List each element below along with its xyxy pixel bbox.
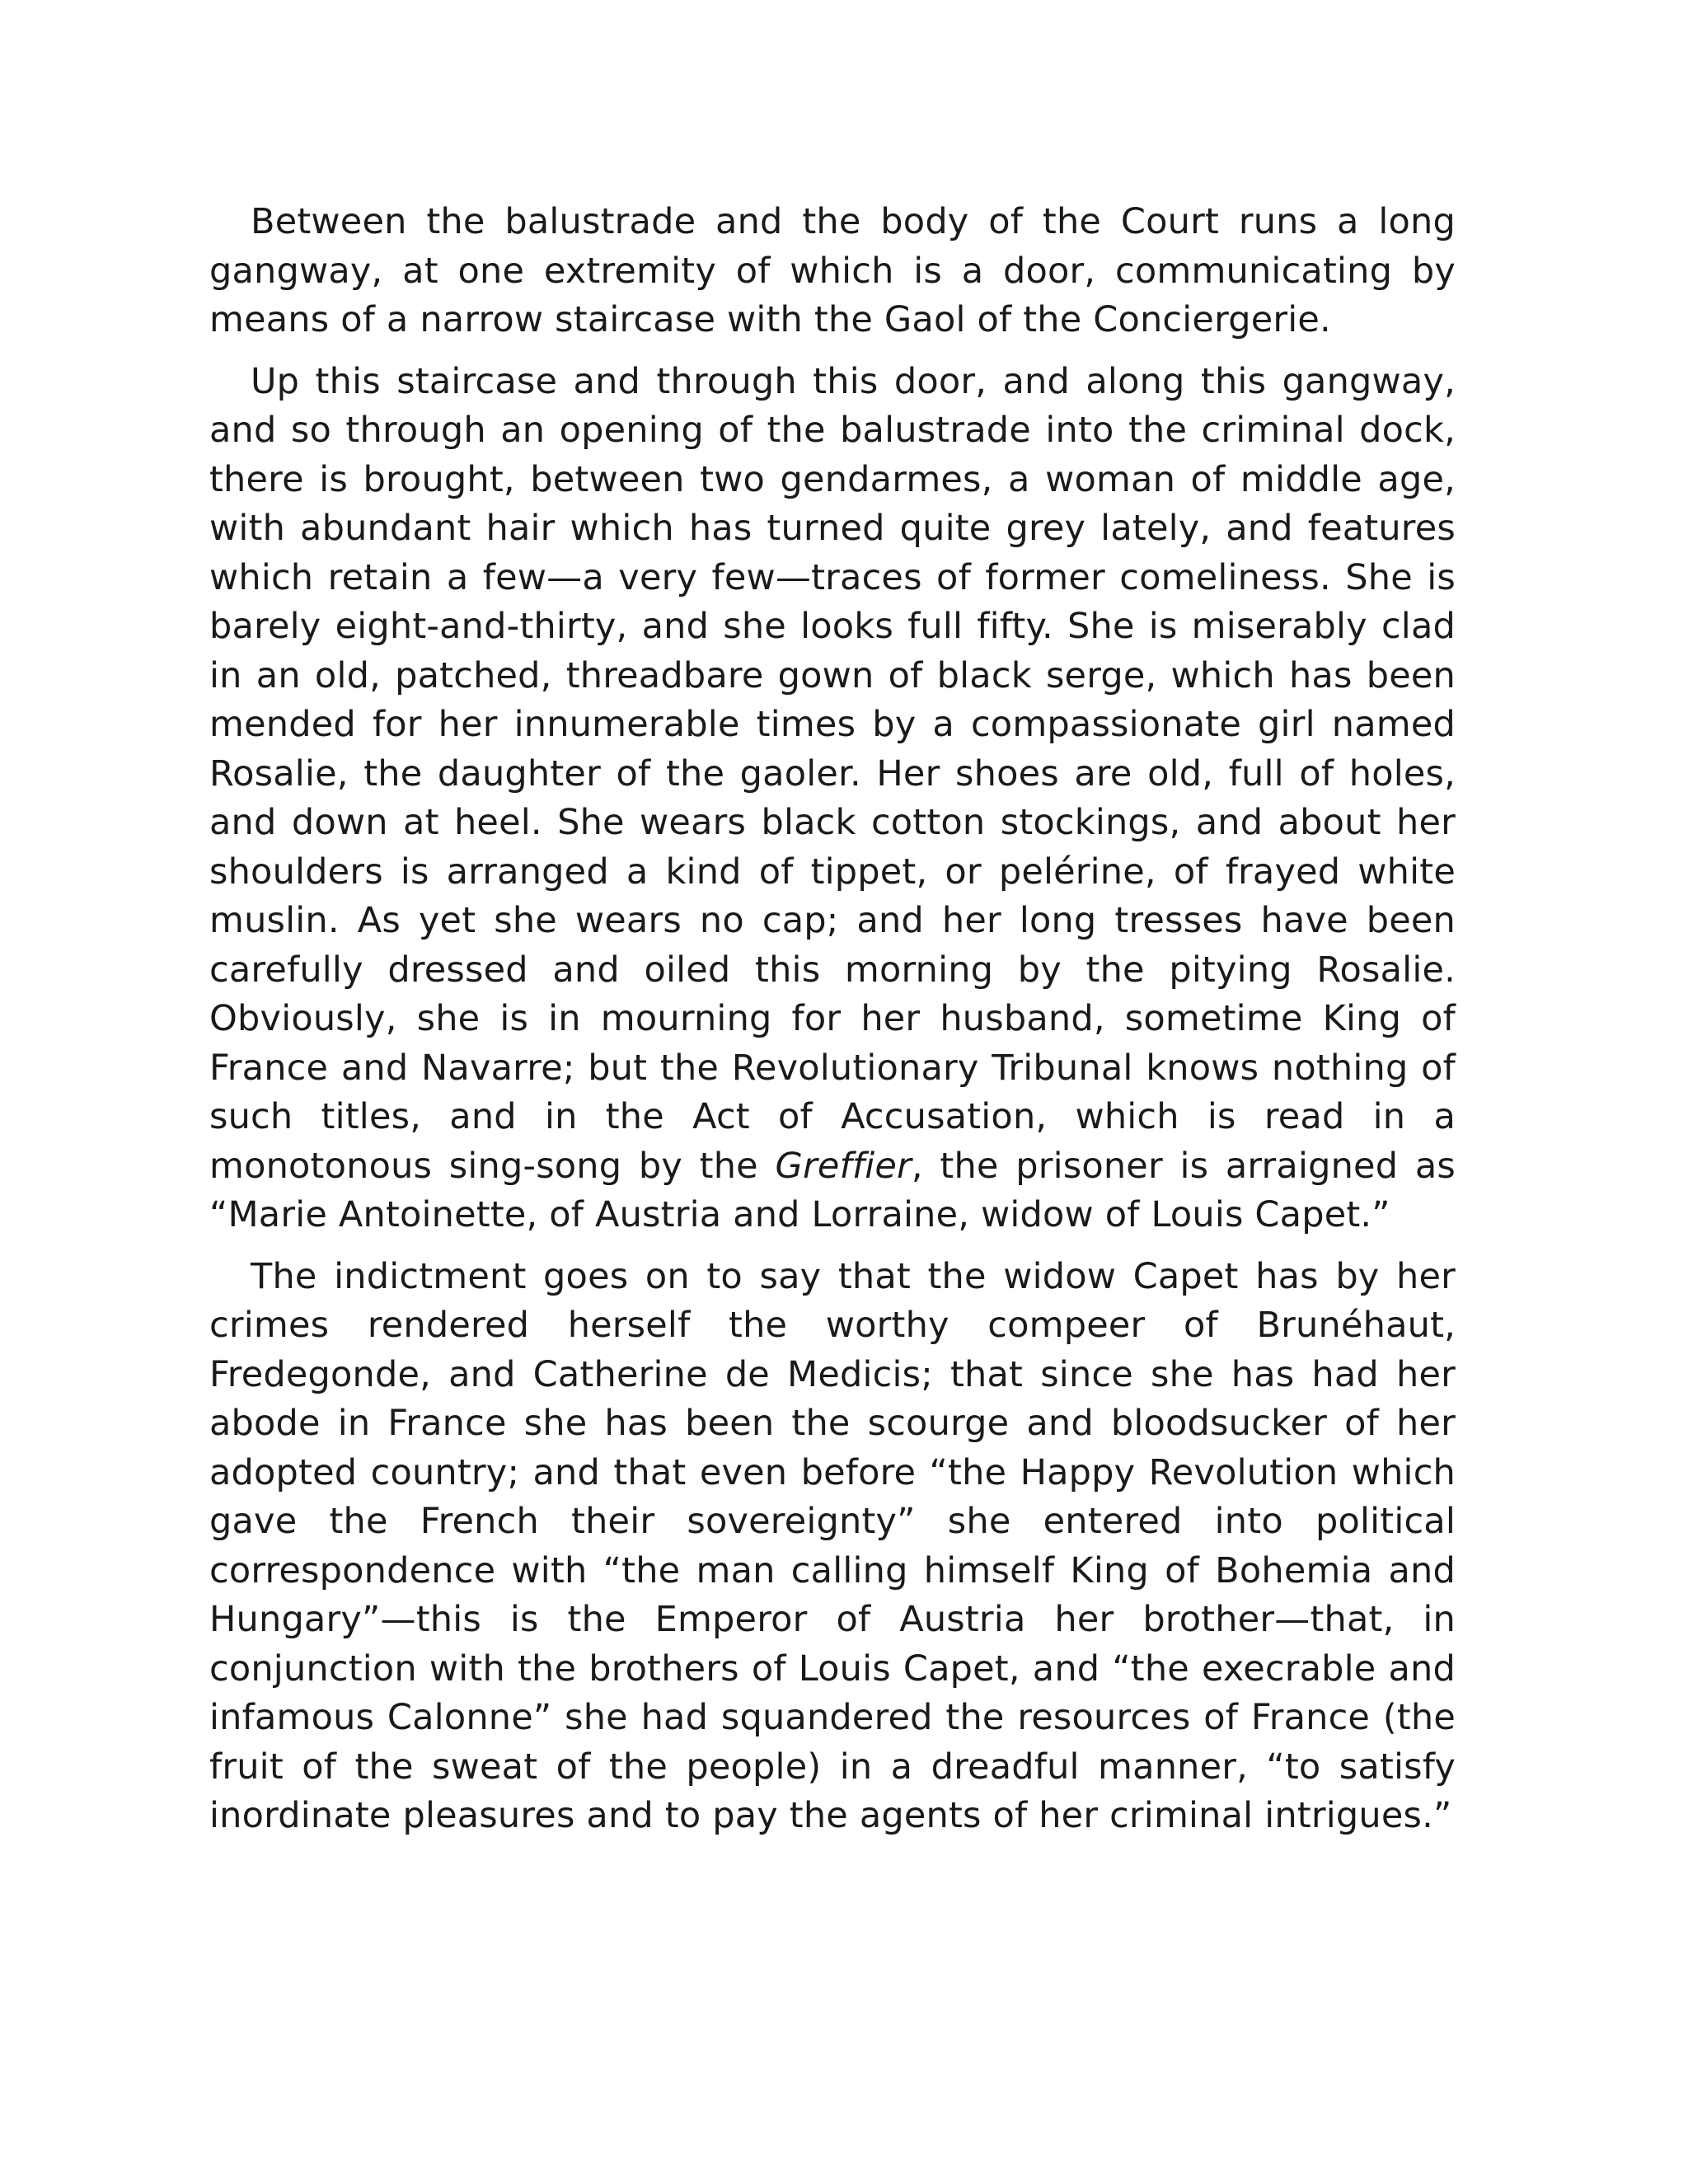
paragraph-prisoner [209, 358, 1456, 1240]
page-body [209, 198, 1456, 1854]
paragraph-gangway: Between the balustrade and the body of the Court runs a long gangway, at one extremity of which is a door, communicating by means of a narrow staircase with the Gaol of the Conciergerie. [209, 201, 1456, 340]
paragraph-prisoner-tail: , the prisoner is arraigned as “Marie Antoinette, of Austria and Lorraine, widow of Louis Capet.” [209, 1145, 1456, 1235]
greffier-term: Greffier [775, 1145, 912, 1187]
paragraph-prisoner-text: Up this staircase and through this door, and along this gangway, and so through an opening of the balustrade into the criminal dock, there is brought, between two gendarmes, a woman of middle age, with abundant hair which has turned quite grey lately, and features which retain a few—a very few—traces of former comeliness. She is barely eight-and-thirty, and she looks full fifty. She is miserably clad in an old, patched, threadbare gown of black serge, which has been mended for her innumerable times by a compassionate girl named Rosalie, the daughter of the gaoler. Her shoes are old, full of holes, and down at heel. She wears black cotton stockings, and about her shoulders is arranged a kind of tippet, or pelérine, of frayed white muslin. As yet she wears no cap; and her long tresses have been carefully dressed and oiled this morning by the pitying Rosalie. Obviously, she is in mourning for her husband, sometime King of France and Navarre; but the Revolutionary Tribunal knows nothing of such titles, and in the Act of Accusation, which is read in a monotonous sing-song by the [209, 360, 1456, 1187]
paragraph-indictment: The indictment goes on to say that the widow Capet has by her crimes rendered herself the worthy compeer of Brunéhaut, Fredegonde, and Catherine de Medicis; that since she has had her abode in France she has been the scourge and bloodsucker of her adopted country; and that even before “the Happy Revolution which gave the French their sovereignty” she entered into political correspondence with “the man calling himself King of Bohemia and Hungary”—this is the Emperor of Austria her brother—that, in conjunction with the brothers of Louis Capet, and “the execrable and infamous Calonne” she had squandered the resources of France (the fruit of the sweat of the people) in a dreadful manner, “to satisfy inordinate pleasures and to pay the agents of her criminal intrigues.” [209, 1255, 1456, 1836]
